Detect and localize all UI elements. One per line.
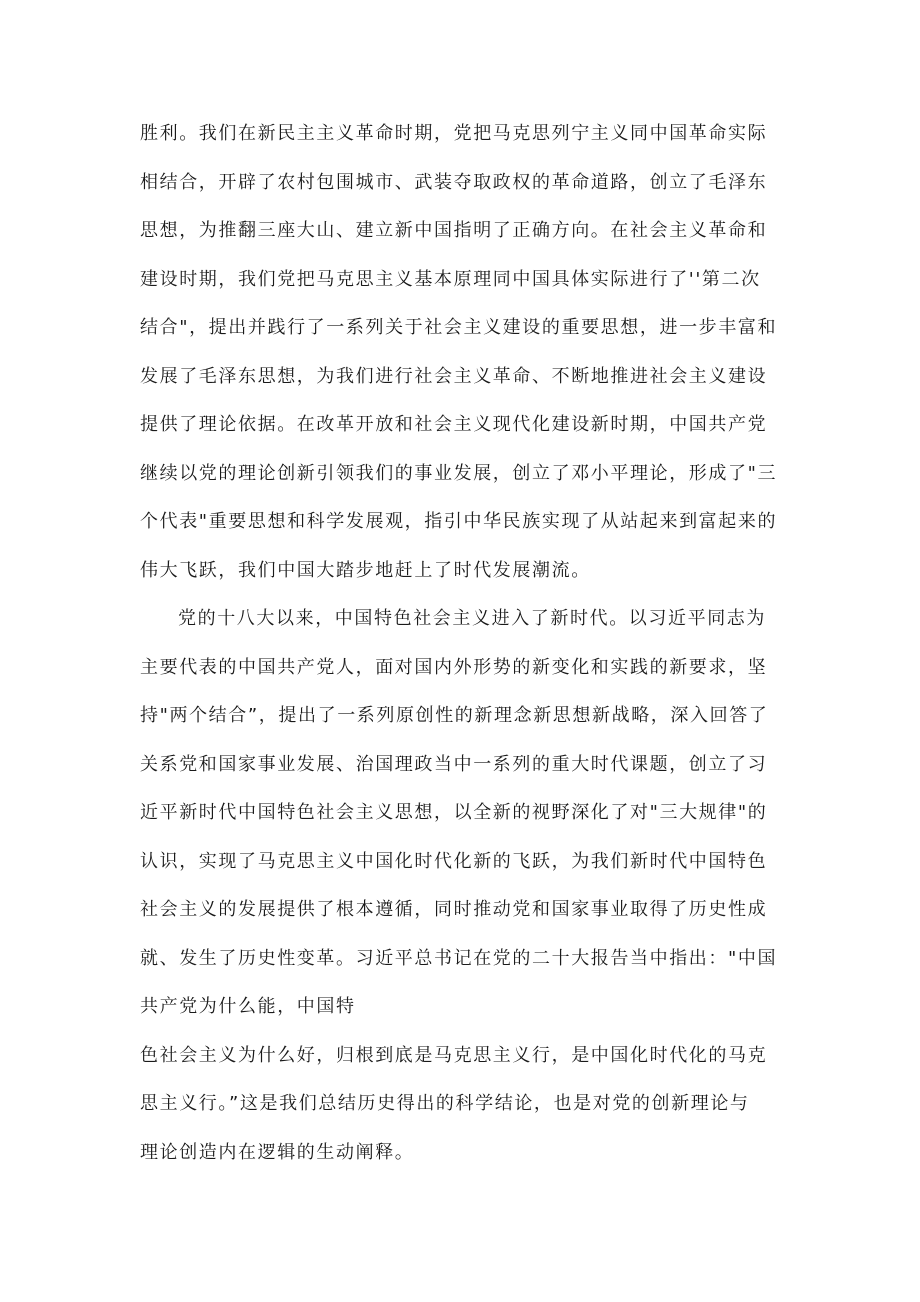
paragraph-line: 思想，为推翻三座大山、建立新中国指明了正确方向。在社会主义革命和 <box>140 220 768 241</box>
paragraph-line: 继续以党的理论创新引领我们的事业发展，创立了邓小平理论，形成了"三 <box>140 462 778 484</box>
paragraph-line: 伟大飞跃，我们中国大踏步地赶上了时代发展潮流。 <box>140 559 591 581</box>
paragraph-line: 近平新时代中国特色社会主义思想，以全新的视野深化了对"三大规律"的 <box>140 802 768 823</box>
paragraph-line: 主要代表的中国共产党人，面对国内外形势的新变化和实践的新要求，坚 <box>140 656 768 678</box>
paragraph-line: 建设时期，我们党把马克思主义基本原理同中国具体实际进行了''第二次 <box>140 268 761 290</box>
paragraph-line: 思主义行。”这是我们总结历史得出的科学结论，也是对党的创新理论与 <box>140 1093 750 1114</box>
paragraph-line: 就、发生了历史性变革。习近平总书记在党的二十大报告当中指出："中国 <box>140 947 778 969</box>
document-body <box>140 110 784 1177</box>
paragraph-line: 党的十八大以来，中国特色社会主义进入了新时代。以习近平同志为 <box>178 608 766 629</box>
paragraph-line: 结合"，提出并践行了一系列关于社会主义建设的重要思想，进一步丰富和 <box>140 317 778 338</box>
paragraph-line: 认识，实现了马克思主义中国化时代化新的飞跃，为我们新时代中国特色 <box>140 850 768 872</box>
paragraph-line: 发展了毛泽东思想，为我们进行社会主义革命、不断地推进社会主义建设 <box>140 365 768 387</box>
paragraph-line: 色社会主义为什么好，归根到底是马克思主义行，是中国化时代化的马克 <box>140 1044 768 1066</box>
paragraph-line: 个代表"重要思想和科学发展观，指引中华民族实现了从站起来到富起来的 <box>140 511 778 532</box>
paragraph-line: 共产党为什么能，中国特 <box>140 996 356 1017</box>
paragraph-line: 胜利。我们在新民主主义革命时期，党把马克思列宁主义同中国革命实际 <box>140 123 768 144</box>
paragraph-line: 相结合，开辟了农村包围城市、武装夺取政权的革命道路，创立了毛泽东 <box>140 171 768 193</box>
paragraph-2 <box>140 595 784 1177</box>
paragraph-1 <box>140 110 784 595</box>
paragraph-line: 提供了理论依据。在改革开放和社会主义现代化建设新时期，中国共产党 <box>140 414 768 435</box>
paragraph-line: 理论创造内在逻辑的生动阐释。 <box>140 1141 415 1163</box>
paragraph-line: 关系党和国家事业发展、治国理政当中一系列的重大时代课题，创立了习 <box>140 753 768 775</box>
paragraph-line: 持"两个结合”，提出了一系列原创性的新理念新思想新战略，深入回答了 <box>140 705 769 726</box>
paragraph-line: 社会主义的发展提供了根本遵循，同时推动党和国家事业取得了历史性成 <box>140 899 768 920</box>
